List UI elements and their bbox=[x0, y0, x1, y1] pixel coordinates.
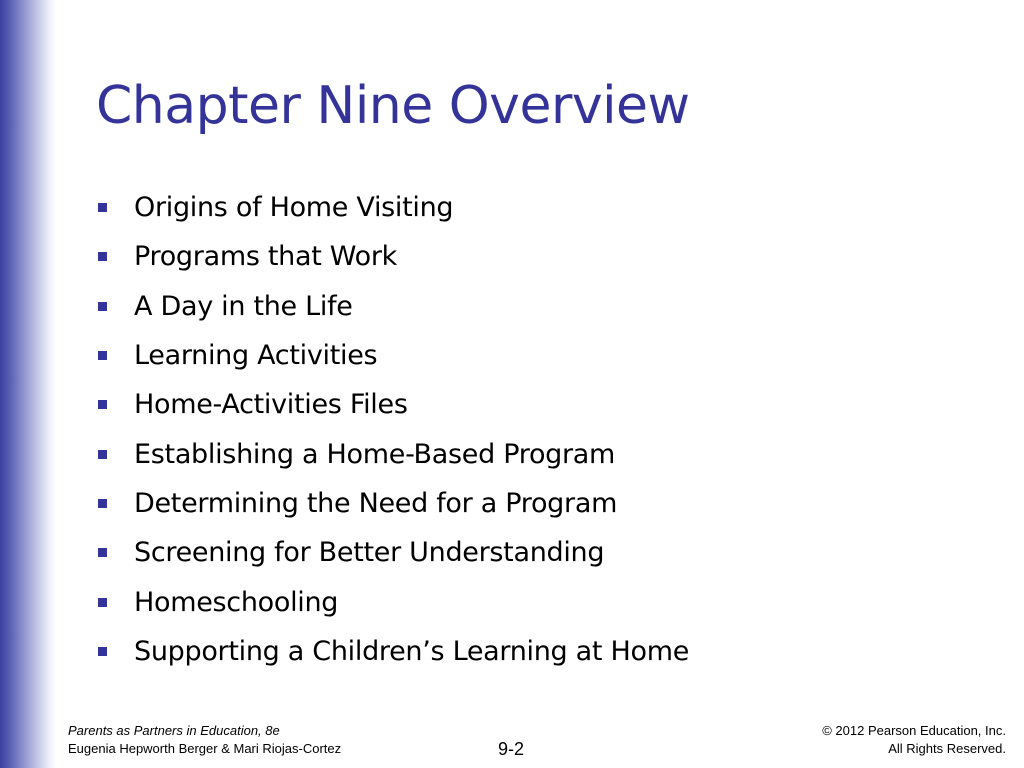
bullet-text: Supporting a Children’s Learning at Home bbox=[134, 635, 690, 667]
square-bullet-icon bbox=[98, 450, 107, 459]
square-bullet-icon bbox=[98, 647, 107, 656]
square-bullet-icon bbox=[98, 252, 107, 261]
page-number: 9-2 bbox=[498, 739, 525, 759]
footer-book-title: Parents as Partners in Education, 8e bbox=[68, 723, 280, 738]
bullet-list bbox=[96, 183, 689, 676]
bullet-item bbox=[96, 479, 689, 528]
square-bullet-icon bbox=[98, 400, 107, 409]
bullet-text: Homeschooling bbox=[134, 586, 339, 618]
bullet-item bbox=[96, 331, 689, 380]
square-bullet-icon bbox=[98, 499, 107, 508]
rights-line: All Rights Reserved. bbox=[888, 741, 1006, 756]
bullet-text: Home-Activities Files bbox=[134, 389, 408, 421]
bullet-item bbox=[96, 627, 689, 676]
bullet-item bbox=[96, 282, 689, 331]
square-bullet-icon bbox=[98, 351, 107, 360]
bullet-text: Screening for Better Understanding bbox=[134, 537, 605, 569]
footer-citation bbox=[68, 722, 341, 758]
slide-title: Chapter Nine Overview bbox=[96, 76, 690, 136]
side-gradient-band bbox=[0, 0, 56, 768]
square-bullet-icon bbox=[98, 548, 107, 557]
bullet-item bbox=[96, 429, 689, 478]
square-bullet-icon bbox=[98, 203, 107, 212]
bullet-item bbox=[96, 380, 689, 429]
bullet-text: Determining the Need for a Program bbox=[134, 487, 618, 519]
bullet-item bbox=[96, 183, 689, 232]
square-bullet-icon bbox=[98, 598, 107, 607]
bullet-item bbox=[96, 232, 689, 281]
bullet-item bbox=[96, 528, 689, 577]
bullet-text: Programs that Work bbox=[134, 241, 397, 273]
copyright-line: © 2012 Pearson Education, Inc. bbox=[822, 723, 1006, 738]
bullet-text: Learning Activities bbox=[134, 340, 378, 372]
footer-copyright bbox=[822, 722, 1006, 758]
footer-authors: Eugenia Hepworth Berger & Mari Riojas-Cortez bbox=[68, 741, 342, 756]
square-bullet-icon bbox=[98, 302, 107, 311]
bullet-text: A Day in the Life bbox=[134, 290, 353, 322]
bullet-text: Origins of Home Visiting bbox=[134, 192, 454, 224]
bullet-text: Establishing a Home-Based Program bbox=[134, 438, 616, 470]
bullet-item bbox=[96, 577, 689, 626]
